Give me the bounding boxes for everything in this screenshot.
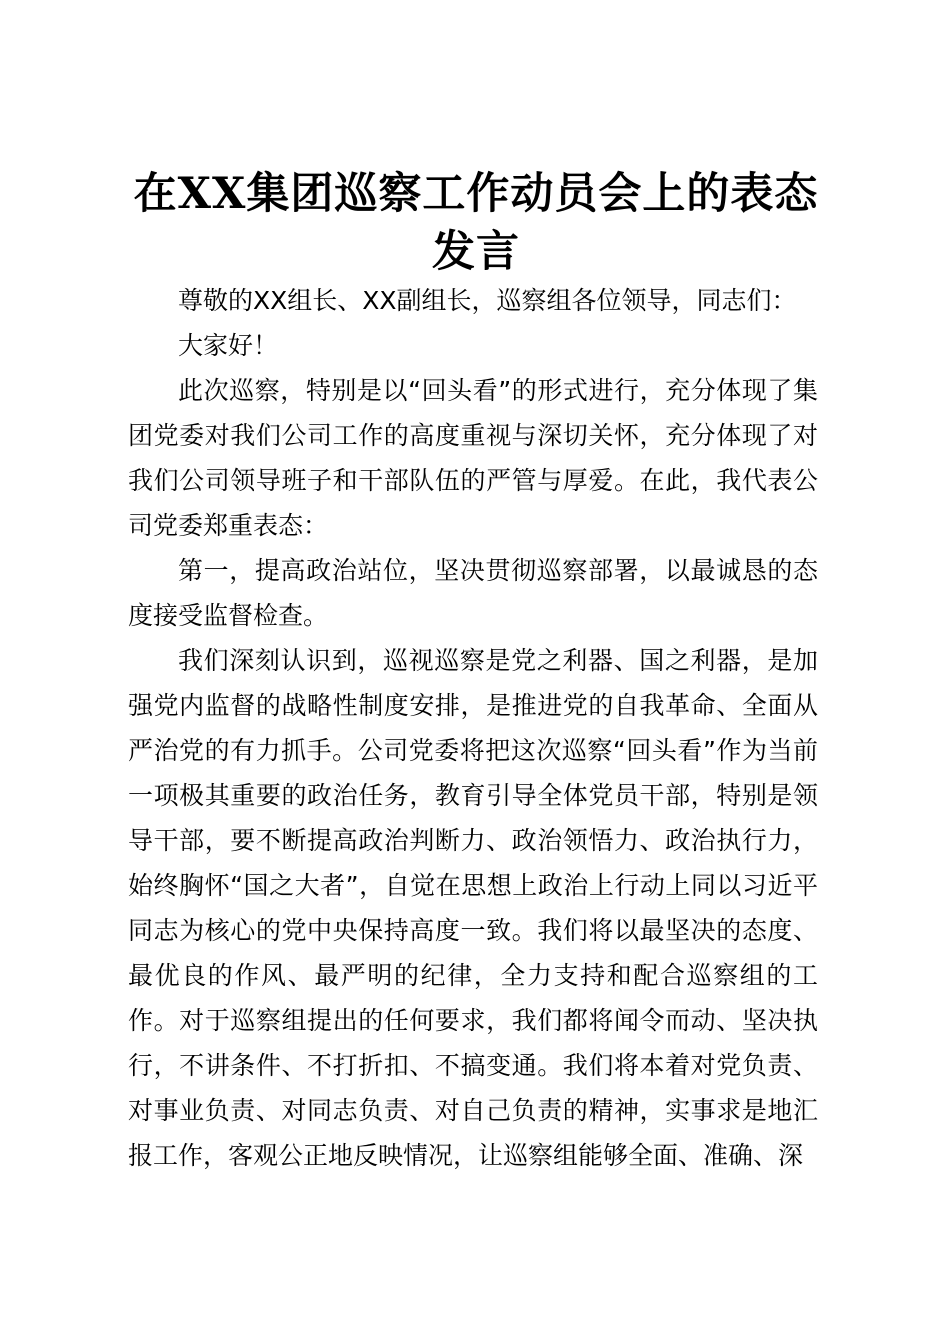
greeting-paragraph: 大家好！: [178, 331, 279, 360]
body-paragraph: 我们深刻认识到，巡视巡察是党之利器、国之利器，是加强党内监督的战略性制度安排，是推进党的自我革命、全面从严治党的有力抓手。公司党委将把这次巡察“回头看”作为当前一项极其重要的政治任务，教育引导全体党员干部，特别是领导干部，要不断提高政治判断力、政治领悟力、政治执行力，始终胸怀“国之大者”，自觉在思想上政治上行动上同以习近平同志为核心的党中央保持高度一致。我们将以最坚决的态度、最优良的作风、最严明的纪律，全力支持和配合巡察组的工作。对于巡察组提出的任何要求，我们都将闻令而动、坚决执行，不讲条件、不打折扣、不搞变通。我们将本着对党负责、对事业负责、对同志负责、对自己负责的精神，实事求是地汇报工作，客观公正地反映情况，让巡察组能够全面、准确、深: [128, 646, 818, 1170]
document-title: 在XX集团巡察工作动员会上的表态发言: [133, 169, 819, 277]
document-body: [128, 278, 818, 1178]
salutation-paragraph: 尊敬的XX组长、XX副组长，巡察组各位领导，同志们：: [178, 286, 797, 315]
body-paragraph: 此次巡察，特别是以“回头看”的形式进行，充分体现了集团党委对我们公司工作的高度重视与深切关怀，充分体现了对我们公司领导班子和干部队伍的严管与厚爱。在此，我代表公司党委郑重表态：: [128, 376, 818, 540]
section-heading-paragraph: 第一，提高政治站位，坚决贯彻巡察部署，以最诚恳的态度接受监督检查。: [128, 556, 818, 630]
